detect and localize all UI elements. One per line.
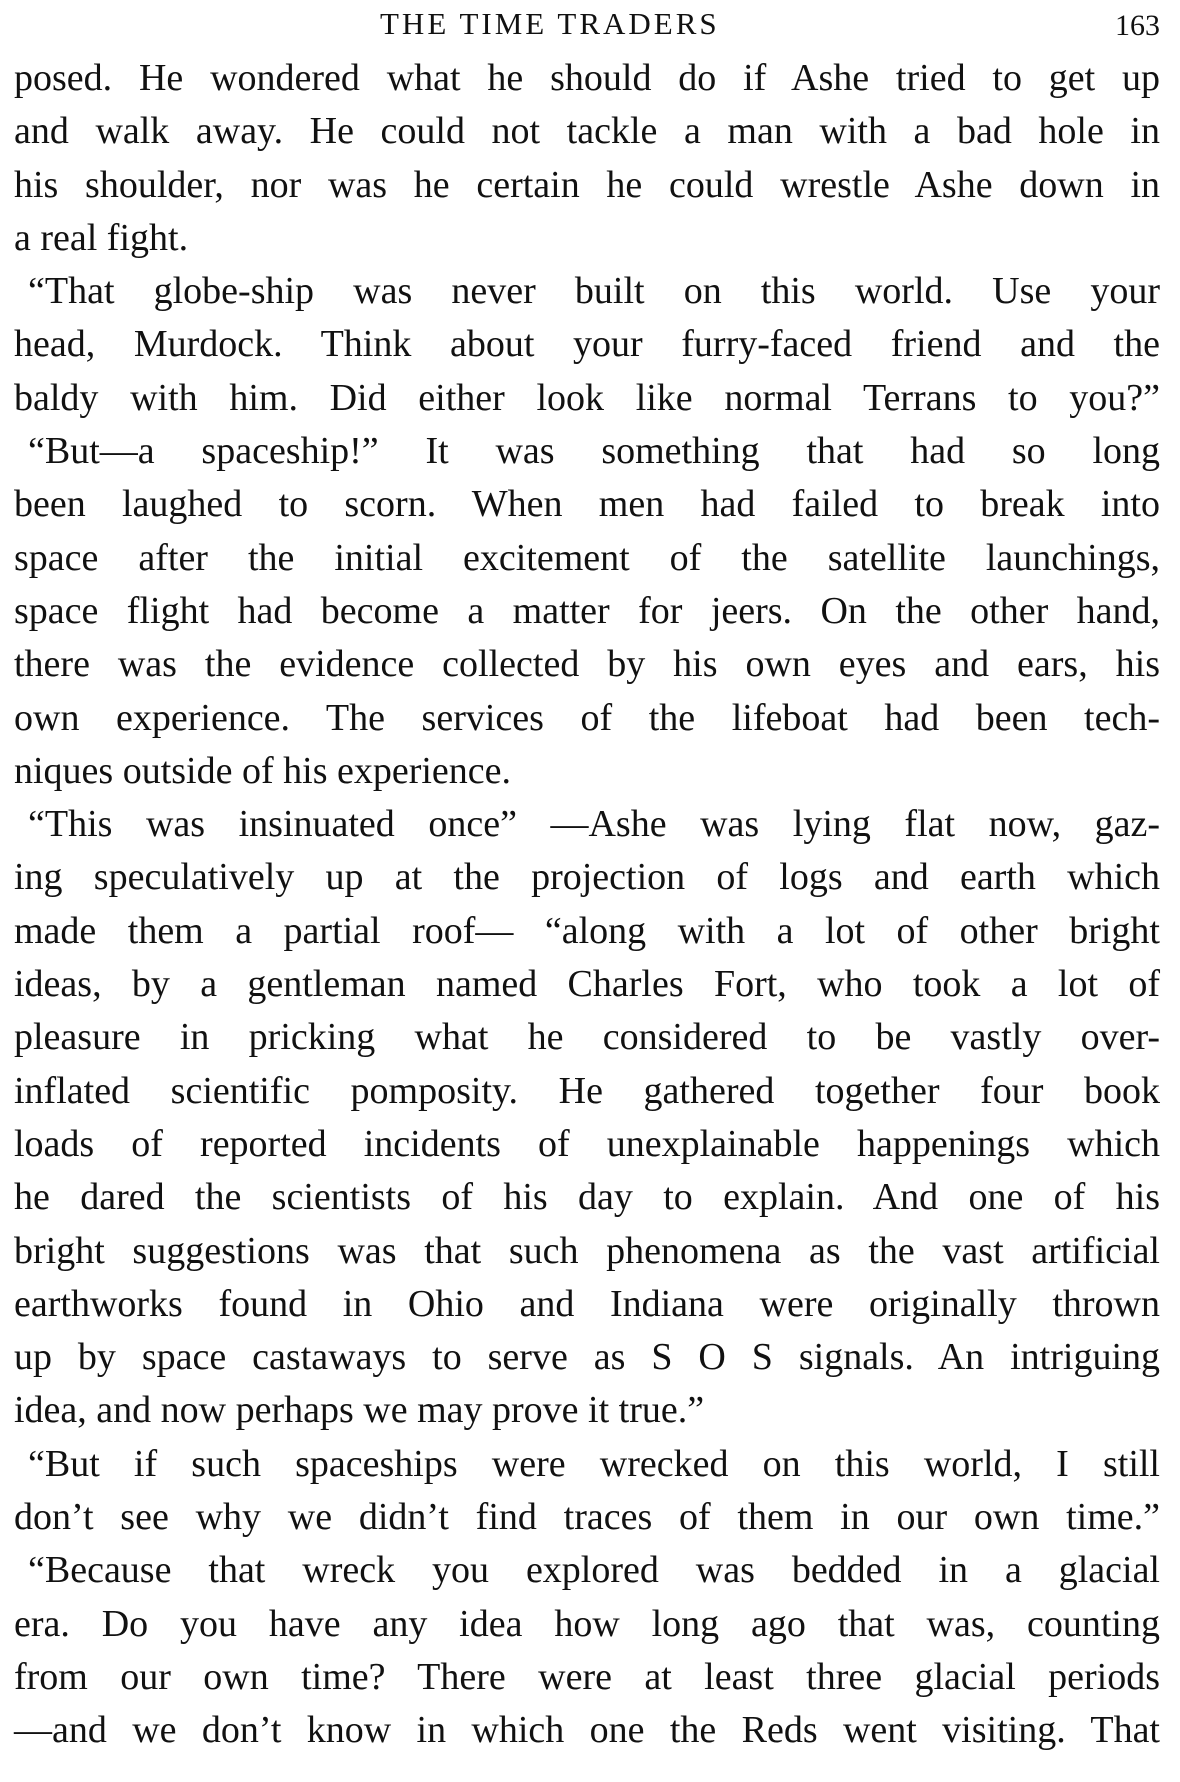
text-line: ing speculatively up at the projection of logs and earth which xyxy=(14,856,1160,899)
text-line: inflated scientific pomposity. He gathered together four book xyxy=(14,1069,1160,1112)
running-title: THE TIME TRADERS xyxy=(380,6,720,41)
text-line: made them a partial roof— “along with a lot of other bright xyxy=(14,909,1160,952)
text-line: idea, and now perhaps we may prove it true.” xyxy=(14,1389,705,1432)
text-line: he dared the scientists of his day to explain. And one of his xyxy=(14,1176,1160,1219)
text-line: baldy with him. Did either look like normal Terrans to you?” xyxy=(14,376,1160,419)
text-line: there was the evidence collected by his own eyes and ears, his xyxy=(14,643,1160,686)
text-line: “Because that wreck you explored was bedded in a glacial xyxy=(28,1549,1160,1592)
text-line: and walk away. He could not tackle a man with a bad hole in xyxy=(14,110,1160,153)
text-line: era. Do you have any idea how long ago that was, counting xyxy=(14,1602,1160,1645)
text-line: “But—a spaceship!” It was something that had so long xyxy=(28,430,1160,473)
text-line: —and we don’t know in which one the Reds went visiting. That xyxy=(14,1709,1160,1752)
body-text xyxy=(14,52,1160,1758)
text-line: ideas, by a gentleman named Charles Fort, who took a lot of xyxy=(14,963,1160,1006)
text-line: own experience. The services of the lifeboat had been tech- xyxy=(14,696,1160,739)
text-line: space flight had become a matter for jeers. On the other hand, xyxy=(14,589,1160,632)
text-line: niques outside of his experience. xyxy=(14,749,512,792)
paragraph xyxy=(14,798,1160,1438)
paragraph xyxy=(14,1438,1160,1545)
text-line: loads of reported incidents of unexplainable happenings which xyxy=(14,1122,1160,1165)
text-line: don’t see why we didn’t find traces of them in our own time.” xyxy=(14,1496,1160,1539)
text-line: space after the initial excitement of the satellite launchings, xyxy=(14,536,1160,579)
text-line: “This was insinuated once” —Ashe was lying flat now, gaz- xyxy=(28,803,1160,846)
text-line: up by space castaways to serve as S O S signals. An intriguing xyxy=(14,1336,1160,1379)
text-line: “That globe-ship was never built on this world. Use your xyxy=(28,270,1160,313)
text-line: “But if such spaceships were wrecked on this world, I still xyxy=(28,1442,1160,1485)
text-line: earthworks found in Ohio and Indiana were originally thrown xyxy=(14,1282,1160,1325)
page-header xyxy=(0,4,1180,44)
paragraph xyxy=(14,1544,1160,1757)
paragraph xyxy=(14,52,1160,265)
text-line: a real fight. xyxy=(14,216,189,259)
text-line: from our own time? There were at least three glacial periods xyxy=(14,1655,1160,1698)
text-line: head, Murdock. Think about your furry-faced friend and the xyxy=(14,323,1160,366)
text-line: bright suggestions was that such phenomena as the vast artificial xyxy=(14,1229,1160,1272)
text-line: posed. He wondered what he should do if Ashe tried to get up xyxy=(14,57,1160,99)
paragraph xyxy=(14,265,1160,425)
paragraph xyxy=(14,425,1160,798)
text-line: been laughed to scorn. When men had failed to break into xyxy=(14,483,1160,526)
page-number: 163 xyxy=(1115,9,1160,42)
text-line: his shoulder, nor was he certain he could wrestle Ashe down in xyxy=(14,163,1160,206)
text-line: pleasure in pricking what he considered to be vastly over- xyxy=(14,1016,1160,1059)
